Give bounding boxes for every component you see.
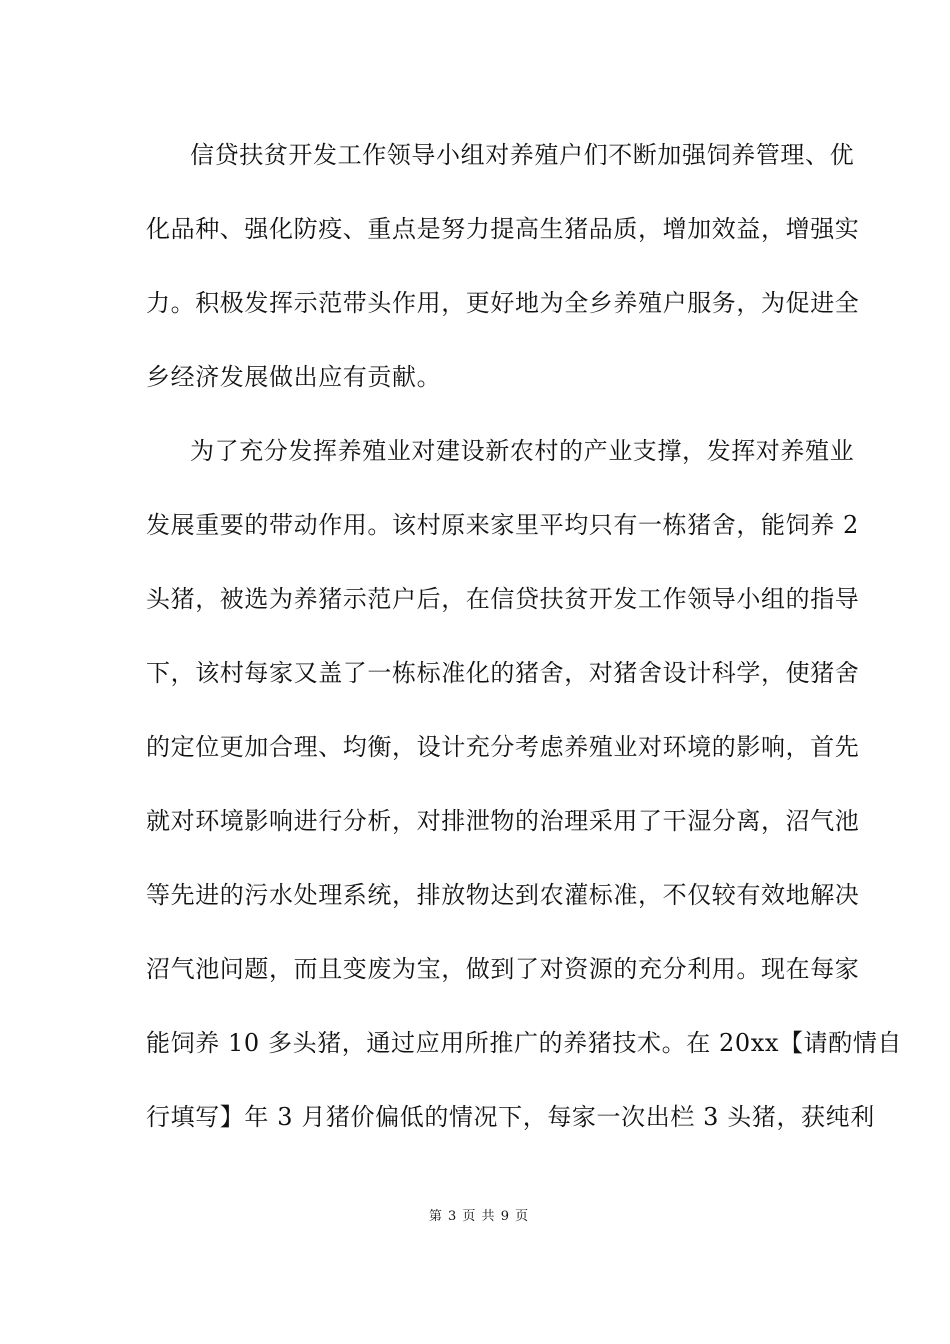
paragraph-1-line-2: 化品种、强化防疫、重点是努力提高生猪品质，增加效益，增强实	[146, 215, 860, 243]
paragraph-1-line-3: 力。积极发挥示范带头作用，更好地为全乡养殖户服务，为促进全	[146, 289, 860, 317]
paragraph-2-line-4: 下，该村每家又盖了一栋标准化的猪舍，对猪舍设计科学，使猪舍	[146, 659, 860, 687]
paragraph-2-line-5: 的定位更加合理、均衡，设计充分考虑养殖业对环境的影响，首先	[146, 733, 860, 761]
paragraph-2-line-6: 就对环境影响进行分析，对排泄物的治理采用了干湿分离，沼气池	[146, 807, 860, 835]
paragraph-2-line-9: 能饲养 10 多头猪，通过应用所推广的养猪技术。在 20xx【请酌情自	[146, 1029, 903, 1057]
paragraph-2-line-1: 为了充分发挥养殖业对建设新农村的产业支撑，发挥对养殖业	[190, 437, 855, 465]
paragraph-2-line-8: 沼气池问题，而且变废为宝，做到了对资源的充分利用。现在每家	[146, 955, 860, 983]
paragraph-1-line-4: 乡经济发展做出应有贡献。	[146, 363, 442, 391]
paragraph-2-line-2: 发展重要的带动作用。该村原来家里平均只有一栋猪舍，能饲养 2	[146, 511, 859, 539]
page-number-footer: 第 3 页 共 9 页	[428, 1209, 530, 1224]
paragraph-2-line-7: 等先进的污水处理系统，排放物达到农灌标准，不仅较有效地解决	[146, 881, 860, 909]
paragraph-1-line-1: 信贷扶贫开发工作领导小组对养殖户们不断加强饲养管理、优	[190, 141, 855, 169]
paragraph-2-line-10: 行填写】年 3 月猪价偏低的情况下，每家一次出栏 3 头猪，获纯利	[146, 1103, 875, 1131]
paragraph-2-line-3: 头猪，被选为养猪示范户后，在信贷扶贫开发工作领导小组的指导	[146, 585, 860, 613]
